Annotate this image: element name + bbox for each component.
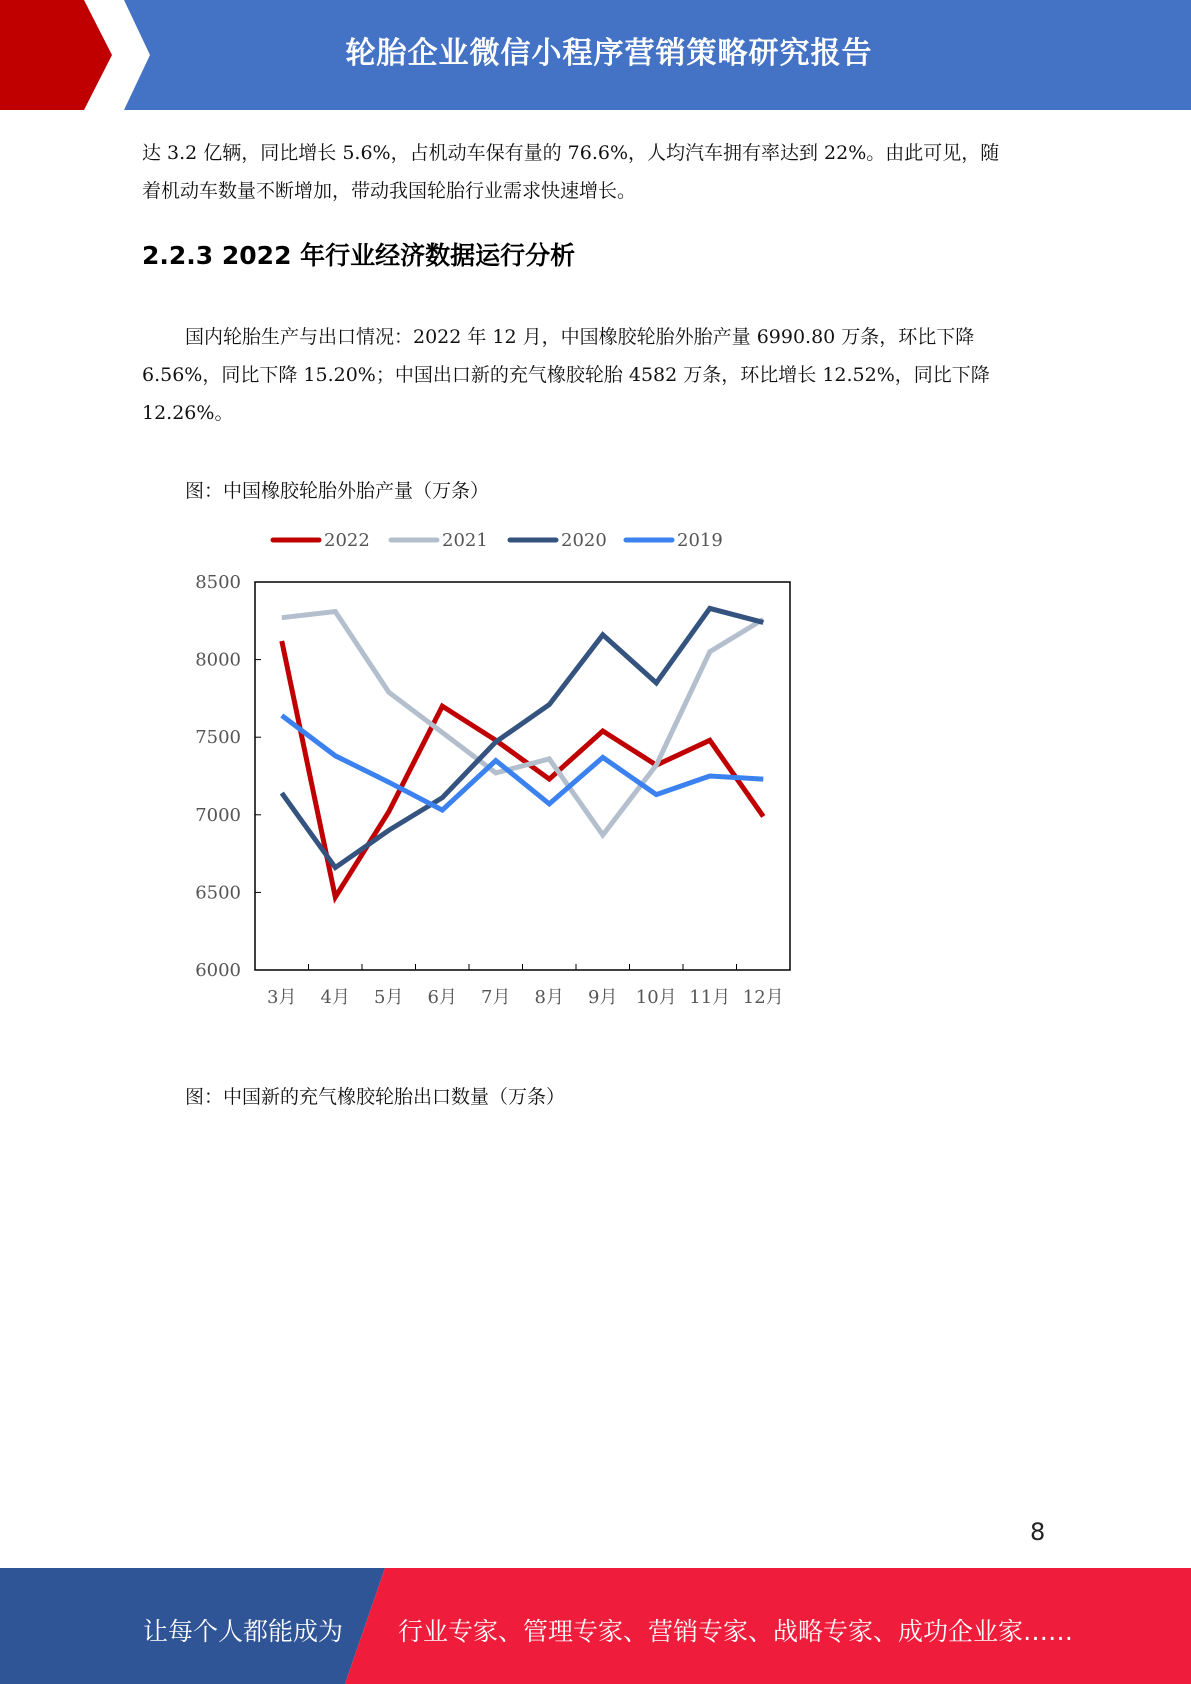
x-tick-label: 8月 [534,987,564,1008]
x-tick-label: 11月 [689,987,731,1008]
x-tick-label: 12月 [742,987,784,1008]
intro-line-2: 着机动车数量不断增加，带动我国轮胎行业需求快速增长。 [142,180,637,202]
legend-label-2020: 2020 [561,530,607,551]
intro-paragraph [142,134,1047,210]
analysis-line-2: 6.56%，同比下降 15.20%；中国出口新的充气橡胶轮胎 4582 万条，环比增长 12.52%，同比下降 [142,364,990,386]
page-footer [0,1568,1191,1684]
analysis-line-1: 国内轮胎生产与出口情况：2022 年 12 月，中国橡胶轮胎外胎产量 6990.80 万条，环比下降 [185,326,975,348]
figure2-caption: 图：中国新的充气橡胶轮胎出口数量（万条） [185,1086,566,1108]
analysis-line-3: 12.26%。 [142,402,234,424]
x-tick-label: 6月 [427,987,457,1008]
page-number: 8 [1030,1518,1046,1546]
legend-label-2021: 2021 [442,530,488,551]
x-tick-label: 4月 [320,987,350,1008]
x-tick-label: 3月 [267,987,297,1008]
report-title: 轮胎企业微信小程序营销策略研究报告 [345,36,873,71]
footer-roles: 行业专家、管理专家、营销专家、战略专家、成功企业家…… [398,1617,1074,1646]
series-line-2020 [282,608,764,867]
x-tick-label: 10月 [635,987,677,1008]
y-tick-label: 8500 [195,572,241,593]
y-tick-label: 8000 [195,649,241,671]
y-tick-label: 6000 [195,960,241,981]
y-tick-label: 7500 [195,727,241,749]
series-line-2022 [282,641,764,897]
tire-production-line-chart [180,515,800,1015]
analysis-paragraph [142,318,1047,432]
legend-label-2019: 2019 [677,530,723,551]
legend-label-2022: 2022 [324,530,370,551]
section-heading: 2.2.3 2022 年行业经济数据运行分析 [142,241,576,270]
figure1-caption: 图：中国橡胶轮胎外胎产量（万条） [185,480,490,502]
intro-line-1: 达 3.2 亿辆，同比增长 5.6%，占机动车保有量的 76.6%，人均汽车拥有率达到 22%。由此可见，随 [142,142,1000,164]
page-header [0,0,1191,110]
y-tick-label: 6500 [195,882,241,904]
x-tick-label: 7月 [481,987,511,1008]
series-line-2019 [282,716,764,811]
x-tick-label: 5月 [374,987,404,1008]
y-tick-label: 7000 [195,804,241,826]
footer-slogan: 让每个人都能成为 [143,1617,344,1646]
x-tick-label: 9月 [588,987,618,1008]
